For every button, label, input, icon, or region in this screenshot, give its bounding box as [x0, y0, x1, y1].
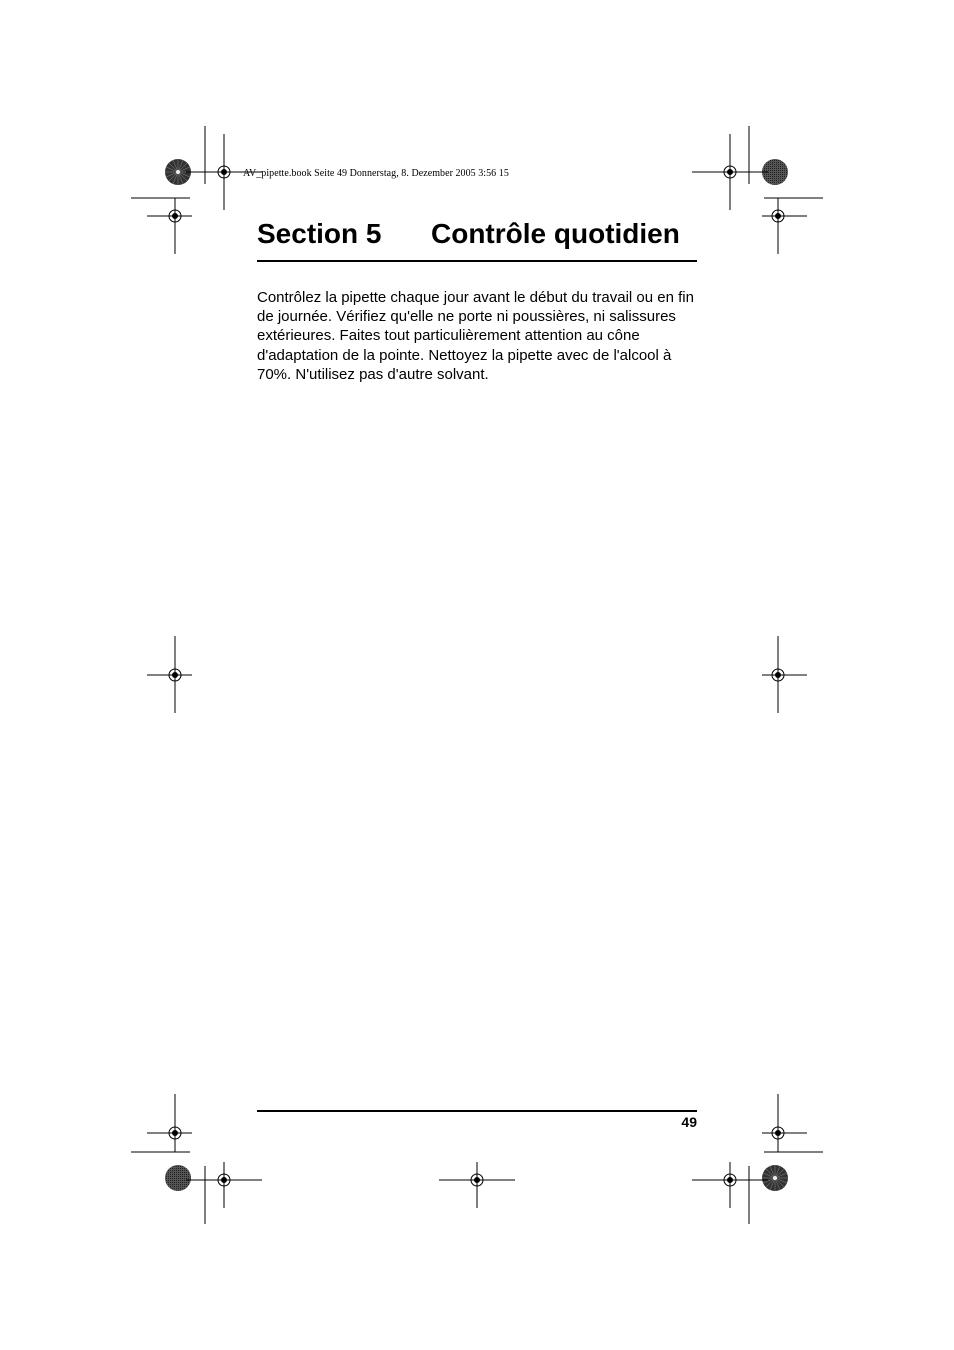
body-paragraph: Contrôlez la pipette chaque jour avant le début du travail ou en fin de journée. Vérifiez qu'elle ne porte ni poussières, ni salissures extérieures. Faites tout particulièrement attention au cône d'adaptation de la pointe. Nettoyez la pipette avec de l'alcool à 70%. N'utilisez pas d'autre solvant.	[257, 289, 694, 383]
crosshair-icon	[147, 198, 192, 254]
footer-rule	[257, 1110, 697, 1112]
crosshair-icon	[762, 636, 807, 713]
crosshair-icon	[147, 1094, 192, 1152]
gray-tone-patch-icon	[165, 1165, 191, 1191]
crosshair-icon	[762, 198, 807, 254]
crosshair-icon	[147, 636, 192, 713]
section-label: Section 5	[257, 218, 382, 249]
section-title: Contrôle quotidien	[431, 218, 680, 249]
crosshair-icon	[186, 1162, 262, 1208]
section-heading	[257, 214, 697, 254]
crosshair-icon	[692, 134, 768, 210]
crosshair-icon	[692, 1162, 768, 1208]
page-number: 49	[681, 1114, 697, 1130]
crosshair-icon	[762, 1094, 807, 1152]
crosshair-icon	[439, 1162, 515, 1208]
heading-rule	[257, 260, 697, 262]
print-slug: AV_pipette.book Seite 49 Donnerstag, 8. Dezember 2005 3:56 15	[243, 168, 509, 179]
registration-starburst-icon	[762, 1165, 788, 1191]
